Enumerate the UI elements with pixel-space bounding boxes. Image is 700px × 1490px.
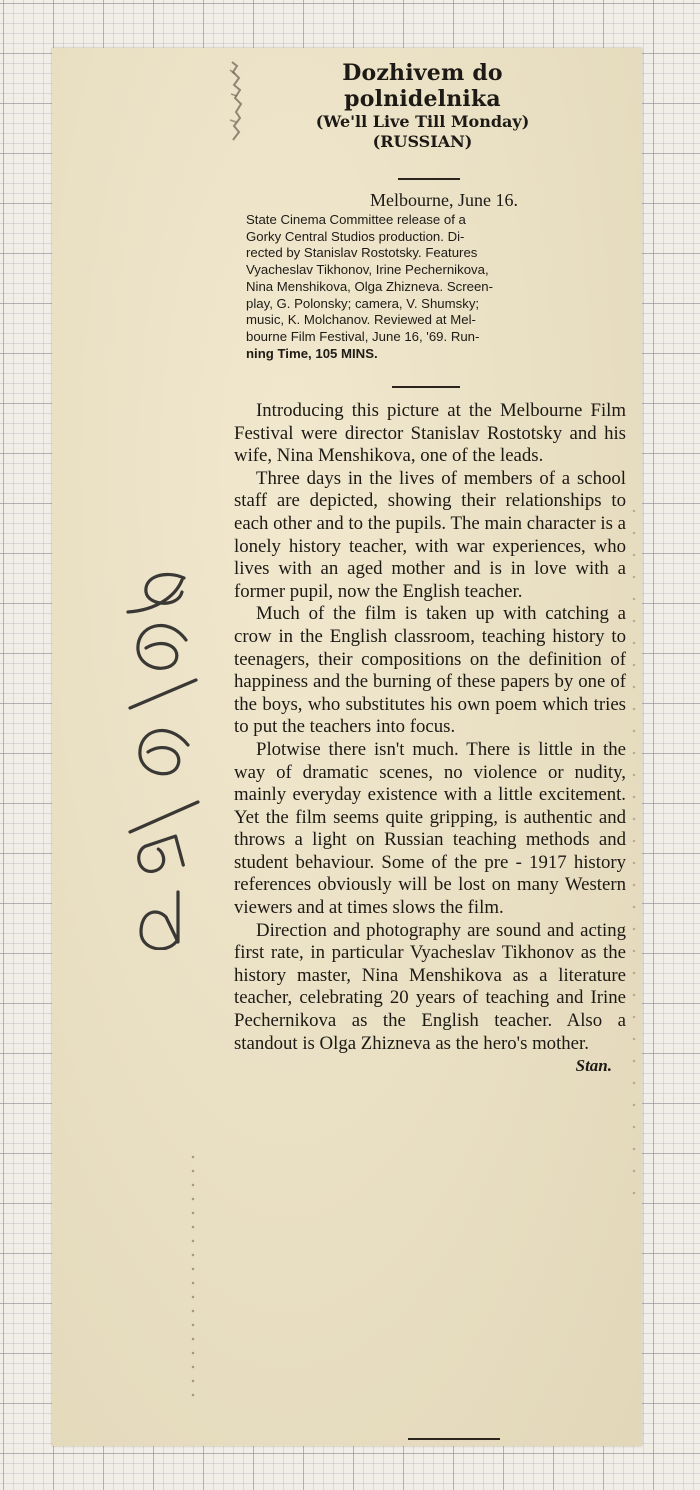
edge-dots	[632, 500, 636, 1200]
film-title-line-2: polnidelnika	[344, 86, 501, 112]
end-divider	[408, 1438, 500, 1440]
film-english-title: (We'll Live Till Monday)	[315, 112, 530, 131]
review-paragraph: Much of the film is taken up with catching a crow in the English classroom, teaching history to teenagers, their compositions on the definition of happiness and the burning of these papers by one of the boys, who substitutes his own poem which tries to put the teachers into focus.	[234, 603, 626, 738]
handwritten-date	[118, 570, 208, 950]
credits-line: rected by Stanislav Rostotsky. Features	[246, 245, 478, 261]
credits-line: State Cinema Committee release of a	[246, 212, 466, 227]
handwritten-date-graphic	[118, 570, 208, 950]
credits-divider	[392, 386, 460, 388]
credits-line: music, K. Molchanov. Reviewed at Mel-	[246, 312, 476, 328]
film-title-line-1: Dozhivem do	[342, 60, 503, 86]
credits-line: bourne Film Festival, June 16, '69. Run-	[246, 328, 480, 344]
torn-edge-mark	[228, 60, 248, 145]
review-body	[234, 400, 626, 1077]
header-divider	[398, 178, 460, 180]
review-paragraph: Direction and photography are sound and acting first rate, in particular Vyacheslav Tikhonov as the history master, Nina Menshikova as a literature teacher, celebrating 20 years of teaching and Irine Pechernikova as the English teacher. Also a standout is Olga Zhizneva as the hero's mother.	[234, 919, 626, 1054]
review-paragraph: Plotwise there isn't much. There is little in the way of dramatic scenes, no violence or nudity, mainly everyday existence with a little excitement. Yet the film seems quite gripping, is authentic and throws a light on Russian teaching methods and student behaviour. Some of the pre - 1917 history references obviously will be lost on many Western viewers and at times slows the film.	[234, 738, 626, 919]
credits-line: ning Time, 105 MINS.	[246, 345, 378, 361]
perforation-dots	[190, 1150, 196, 1400]
credits-line: Vyacheslav Tikhonov, Irine Pechernikova,	[246, 262, 489, 278]
reviewer-signature: Stan.	[575, 1056, 612, 1076]
review-paragraph: Introducing this picture at the Melbourne Film Festival were director Stanislav Rostotsky and his wife, Nina Menshikova, one of the leads.	[234, 400, 626, 467]
film-language: (RUSSIAN)	[372, 132, 473, 151]
credits-line: Nina Menshikova, Olga Zhizneva. Screen-	[246, 278, 494, 294]
dateline: Melbourne, June 16.	[370, 190, 518, 210]
article-header	[255, 60, 590, 152]
credits-block	[246, 212, 622, 362]
credits-line: play, G. Polonsky; camera, V. Shumsky;	[246, 295, 480, 311]
review-paragraph: Three days in the lives of members of a school staff are depicted, showing their relationships to each other and to the pupils. The main character is a lonely history teacher, with war experiences, who lives with an aged mother and is in love with a former pupil, now the English teacher.	[234, 467, 626, 602]
credits-line: Gorky Central Studios production. Di-	[246, 228, 465, 244]
